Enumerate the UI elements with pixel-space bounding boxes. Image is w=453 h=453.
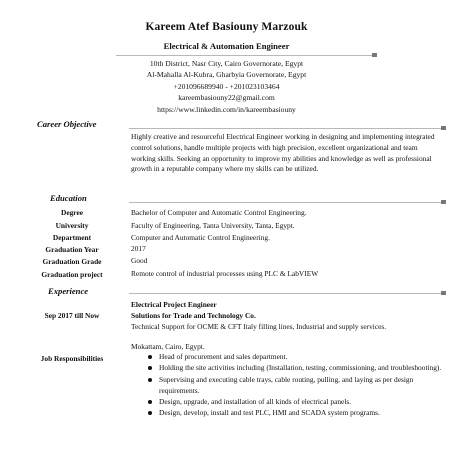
responsibility-text: Supervising and executing cable trays, cable routing, pulling, and laying as per design requirements. [159,374,414,395]
header-divider [116,55,373,56]
job-responsibilities-label: Job Responsibilities [40,354,104,363]
education-heading: Education [50,193,87,203]
education-label-degree: Degree [60,208,84,217]
experience-divider-end [441,291,446,295]
education-label-grad-grade: Graduation Grade [42,257,102,266]
education-label-department: Department [52,233,92,242]
bullet-icon [148,355,152,359]
candidate-name: Kareem Atef Basiouny Marzouk [145,21,308,33]
list-item [148,408,443,419]
education-divider-end [441,200,446,204]
list-item [148,363,443,374]
responsibility-text: Design, develop, install and test PLC, HMI and SCADA system programs. [159,408,380,418]
education-label-grad-project: Graduation project [41,270,103,279]
linkedin-link[interactable]: https://www.linkedin.com/in/kareembasiouny [157,104,296,114]
bullet-icon [148,411,152,415]
experience-position: Electrical Project Engineer [131,300,217,309]
header-divider-end [372,53,377,57]
education-value-grad-project: Remote control of industrial processes using PLC & LabVIEW [131,269,319,278]
contact-block [0,58,453,115]
bullet-icon [148,366,152,370]
address-line-2: Al-Mahalla Al-Kubra, Gharbyia Governorate, Egypt [146,70,307,80]
experience-location: Mokattam, Cairo, Egypt. [131,342,205,351]
email-link[interactable]: kareembasiouny22@gmail.com [178,93,275,103]
phone-numbers: +201096689940 - +201023103464 [173,81,280,91]
list-item [148,397,443,408]
education-label-university: University [55,221,89,230]
experience-heading: Experience [48,286,89,296]
experience-company: Solutions for Trade and Technology Co. [131,311,256,320]
list-item [148,352,443,363]
education-value-grad-year: 2017 [131,244,146,253]
career-objective-text: Highly creative and resourceful Electrical Engineer working in designing and implementing integrated control solutions, handle multiple projects with high precision, excellent organizational and team working skills. Seeking an opportunity to improve my abilities and knowledge as well as professional growth in a reputable company where my skills can be utilized. [131,132,435,174]
experience-divider [129,293,442,294]
experience-period: Sep 2017 till Now [44,311,100,320]
career-objective-heading: Career Objective [37,119,97,129]
education-label-grad-year: Graduation Year [45,245,99,254]
responsibility-text: Head of procurement and sales department. [159,352,288,361]
education-value-grad-grade: Good [131,256,148,265]
bullet-icon [148,378,152,382]
candidate-title: Electrical & Automation Engineer [163,41,290,51]
education-divider [129,202,442,203]
responsibilities-list [148,352,443,420]
responsibility-text: Design, upgrade, and installation of all kinds of electrical panels. [159,396,352,406]
responsibility-text: Holding the site activities including (Installation, testing, commissioning, and troubleshooting). [159,363,442,373]
career-divider [129,128,442,129]
education-value-university: Faculty of Engineering, Tanta University, Tanta, Egypt. [131,221,295,230]
career-divider-end [441,126,446,130]
address-line-1: 10th District, Nasr City, Cairo Governorate, Egypt [149,59,304,68]
list-item [148,375,443,397]
experience-support: Technical Support for OCME & CFT Italy filling lines, Industrial and supply services. [131,322,387,331]
education-value-degree: Bachelor of Computer and Automatic Control Engineering. [131,208,307,217]
bullet-icon [148,400,152,404]
education-value-department: Computer and Automatic Control Engineering. [131,233,270,242]
